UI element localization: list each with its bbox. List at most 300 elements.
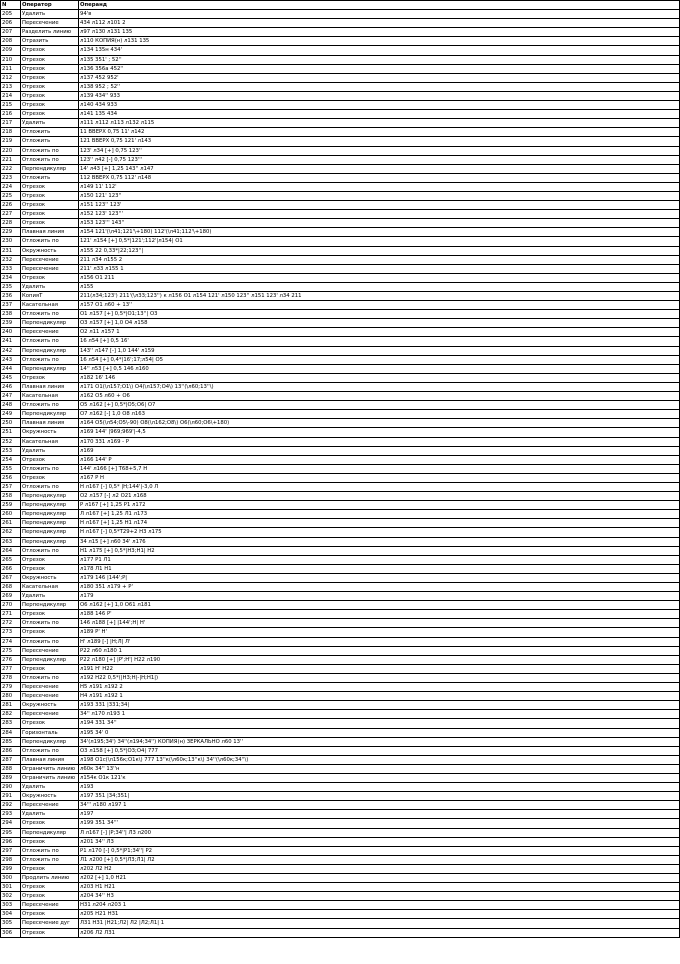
operand-cell: л177 Р1 Л1 — [79, 555, 680, 564]
table-row — [1, 701, 680, 710]
row-number-cell: 268 — [1, 583, 21, 592]
row-number-cell: 222 — [1, 164, 21, 173]
operator-cell: Касательная — [21, 392, 79, 401]
table-row — [1, 282, 680, 291]
operator-cell: Отрезок — [21, 373, 79, 382]
operator-cell: Отрезок — [21, 55, 79, 64]
operand-cell: 143'' л147 [-] 1,0 144' л159 — [79, 346, 680, 355]
row-number-cell: 213 — [1, 82, 21, 91]
operator-cell: Отрезок — [21, 91, 79, 100]
row-number-cell: 242 — [1, 346, 21, 355]
operator-cell: Окружность — [21, 246, 79, 255]
operand-cell: л149 11' 112' — [79, 182, 680, 191]
row-number-cell: 300 — [1, 874, 21, 883]
row-number-cell: 226 — [1, 201, 21, 210]
operand-cell: л139 434'' 933 — [79, 91, 680, 100]
operand-cell: л137 452 952' — [79, 73, 680, 82]
row-number-cell: 239 — [1, 319, 21, 328]
table-row — [1, 528, 680, 537]
operand-cell: Н4 л191 л192 1 — [79, 692, 680, 701]
operand-cell: л155 — [79, 282, 680, 291]
row-number-cell: 228 — [1, 219, 21, 228]
operand-cell: л141 135 434 — [79, 110, 680, 119]
operator-cell: Плавная линия — [21, 228, 79, 237]
table-row — [1, 464, 680, 473]
operator-cell: Отрезок — [21, 910, 79, 919]
operand-cell: л201 34'' Л3 — [79, 837, 680, 846]
row-number-cell: 227 — [1, 210, 21, 219]
operand-cell: Л л167 [+] 1,25 Л1 л173 — [79, 510, 680, 519]
table-row — [1, 301, 680, 310]
operator-cell: Окружность — [21, 701, 79, 710]
operand-cell: л111 л112 л113 л132 л115 — [79, 119, 680, 128]
row-number-cell: 215 — [1, 101, 21, 110]
table-row — [1, 555, 680, 564]
operator-cell: Продлить линию — [21, 874, 79, 883]
operator-cell: Касательная — [21, 583, 79, 592]
operator-cell: Удалить — [21, 446, 79, 455]
row-number-cell: 274 — [1, 637, 21, 646]
operator-cell: Плавная линия — [21, 382, 79, 391]
table-row — [1, 583, 680, 592]
table-row — [1, 264, 680, 273]
operand-cell: л162 О5 л60 + О6 — [79, 392, 680, 401]
table-row — [1, 801, 680, 810]
row-number-cell: 205 — [1, 10, 21, 19]
table-row — [1, 446, 680, 455]
operand-cell: л152 123' 123''' — [79, 210, 680, 219]
table-row — [1, 864, 680, 873]
row-number-cell: 284 — [1, 728, 21, 737]
row-number-cell: 272 — [1, 619, 21, 628]
operator-cell: Перпендикуляр — [21, 410, 79, 419]
operator-cell: Отрезок — [21, 837, 79, 846]
table-row — [1, 419, 680, 428]
table-row — [1, 573, 680, 582]
operator-cell: Перпендикуляр — [21, 364, 79, 373]
table-row — [1, 346, 680, 355]
table-row — [1, 310, 680, 319]
operand-cell: 146 л188 [+] |144';Н| Н' — [79, 619, 680, 628]
operand-cell: л167 Р Н — [79, 473, 680, 482]
table-row — [1, 373, 680, 382]
table-row — [1, 101, 680, 110]
table-row — [1, 273, 680, 282]
operator-cell: Перпендикуляр — [21, 528, 79, 537]
row-number-cell: 212 — [1, 73, 21, 82]
table-row — [1, 73, 680, 82]
row-number-cell: 290 — [1, 783, 21, 792]
table-row — [1, 328, 680, 337]
table-row — [1, 110, 680, 119]
table-row — [1, 182, 680, 191]
operand-cell: 14'' л53 [+] 0,5 146 л160 — [79, 364, 680, 373]
operator-cell: Разделить линию — [21, 28, 79, 37]
row-number-cell: 306 — [1, 928, 21, 937]
operand-cell: 34''' л180 л197 1 — [79, 801, 680, 810]
row-number-cell: 299 — [1, 864, 21, 873]
row-number-cell: 296 — [1, 837, 21, 846]
operand-cell: л135 351' ; 52'' — [79, 55, 680, 64]
table-row — [1, 673, 680, 682]
operator-cell: Отрезок — [21, 219, 79, 228]
operand-cell: Н л167 [-] 0,5* |Н;144'|-3,0 Л — [79, 482, 680, 491]
operator-cell: Удалить — [21, 119, 79, 128]
operator-cell: Перпендикуляр — [21, 601, 79, 610]
operator-cell: Пересечение — [21, 328, 79, 337]
table-row — [1, 28, 680, 37]
table-row — [1, 19, 680, 28]
operand-cell: л110 КОПИЯ(н) л131 135 — [79, 37, 680, 46]
row-number-cell: 243 — [1, 355, 21, 364]
operand-cell: л202 [+] 1,0 Н21 — [79, 874, 680, 883]
operand-cell: л205 Н21 Н31 — [79, 910, 680, 919]
row-number-cell: 283 — [1, 719, 21, 728]
row-number-cell: 244 — [1, 364, 21, 373]
operand-cell: Н5 л191 л192 2 — [79, 683, 680, 692]
operand-cell: Н31 л204 л203 1 — [79, 901, 680, 910]
operator-cell: Отрезок — [21, 73, 79, 82]
operator-cell: Отложить по — [21, 673, 79, 682]
table-row — [1, 637, 680, 646]
operand-cell: л157 О1 л60 + 13'' — [79, 301, 680, 310]
row-number-cell: 256 — [1, 473, 21, 482]
operator-cell: Перпендикуляр — [21, 537, 79, 546]
table-row — [1, 228, 680, 237]
operand-cell: л203 Н1 Н21 — [79, 883, 680, 892]
operator-cell: Отрезок — [21, 201, 79, 210]
operator-cell: Отложить — [21, 128, 79, 137]
operand-cell: л178 Л1 Н1 — [79, 564, 680, 573]
row-number-cell: 220 — [1, 146, 21, 155]
row-number-cell: 206 — [1, 19, 21, 28]
operator-cell: Отрезок — [21, 864, 79, 873]
operator-cell: Отрезок — [21, 210, 79, 219]
table-header — [1, 1, 680, 10]
table-row — [1, 755, 680, 764]
operand-cell: О6 л162 [+] 1,0 О61 л181 — [79, 601, 680, 610]
operand-cell: л156 О1 211 — [79, 273, 680, 282]
operator-cell: Пересечение — [21, 646, 79, 655]
row-number-cell: 250 — [1, 419, 21, 428]
operand-cell: 16 л54 [+] 0,4*|16';17;л54| О5 — [79, 355, 680, 364]
operand-cell: 16 л54 [+] 0,5 16' — [79, 337, 680, 346]
operator-cell: Перпендикуляр — [21, 737, 79, 746]
operator-cell: Отрезок — [21, 473, 79, 482]
table-row — [1, 646, 680, 655]
operand-cell: л197 351 |34;351| — [79, 792, 680, 801]
row-number-cell: 293 — [1, 810, 21, 819]
operator-cell: Перпендикуляр — [21, 655, 79, 664]
table-row — [1, 191, 680, 200]
operand-cell: л202 Л2 Н2 — [79, 864, 680, 873]
table-row — [1, 382, 680, 391]
operator-cell: Отложить по — [21, 746, 79, 755]
operand-cell: 121' л154 [+] 0,5*|121';112'|л154| О1 — [79, 237, 680, 246]
operator-cell: Отложить по — [21, 401, 79, 410]
operator-cell: Ограничить линию — [21, 764, 79, 773]
operand-cell: л155 22 0,33*|22;123''| — [79, 246, 680, 255]
operand-cell: л204 34'' Н3 — [79, 892, 680, 901]
row-number-cell: 255 — [1, 464, 21, 473]
operand-cell: л60к 34'' 13''н — [79, 764, 680, 773]
row-number-cell: 289 — [1, 773, 21, 782]
row-number-cell: 225 — [1, 191, 21, 200]
header-operand: Операнд — [79, 1, 680, 10]
table-row — [1, 237, 680, 246]
operand-cell: О2 л11 л157 1 — [79, 328, 680, 337]
operand-cell: Н л167 [-] 0,5*Т29+2 Н3 л175 — [79, 528, 680, 537]
row-number-cell: 303 — [1, 901, 21, 910]
operand-cell: 34 л15 [+] л60 34' л176 — [79, 537, 680, 546]
row-number-cell: 254 — [1, 455, 21, 464]
row-number-cell: 241 — [1, 337, 21, 346]
row-number-cell: 237 — [1, 301, 21, 310]
row-number-cell: 261 — [1, 519, 21, 528]
operand-cell: О3 л158 [+] 0,5*|О3;О4| 777 — [79, 746, 680, 755]
operator-cell: Отложить по — [21, 337, 79, 346]
operator-cell: Отложить — [21, 137, 79, 146]
header-row — [1, 1, 680, 10]
row-number-cell: 233 — [1, 264, 21, 273]
table-row — [1, 119, 680, 128]
row-number-cell: 238 — [1, 310, 21, 319]
row-number-cell: 265 — [1, 555, 21, 564]
row-number-cell: 285 — [1, 737, 21, 746]
table-row — [1, 828, 680, 837]
row-number-cell: 269 — [1, 592, 21, 601]
operand-cell: Р22 л180 [+] |Р';Н'| Н22 л190 — [79, 655, 680, 664]
row-number-cell: 219 — [1, 137, 21, 146]
operator-cell: Перпендикуляр — [21, 346, 79, 355]
operand-cell: Н л167 [+] 1,25 Н1 л174 — [79, 519, 680, 528]
row-number-cell: 279 — [1, 683, 21, 692]
row-number-cell: 217 — [1, 119, 21, 128]
row-number-cell: 249 — [1, 410, 21, 419]
operator-cell: Отрезок — [21, 110, 79, 119]
row-number-cell: 229 — [1, 228, 21, 237]
row-number-cell: 210 — [1, 55, 21, 64]
operand-cell: л199 351 34''' — [79, 819, 680, 828]
operand-cell: л171 О1(\л157;О1\) О4(\л157;О4\) 13''(\л60;13''\) — [79, 382, 680, 391]
table-row — [1, 501, 680, 510]
operator-cell: Удалить — [21, 592, 79, 601]
table-row — [1, 55, 680, 64]
operand-cell: 123' л34 [+] 0,75 123'' — [79, 146, 680, 155]
operator-cell: Отложить по — [21, 855, 79, 864]
table-row — [1, 628, 680, 637]
row-number-cell: 240 — [1, 328, 21, 337]
operator-cell: Пересечение — [21, 255, 79, 264]
table-row — [1, 610, 680, 619]
table-row — [1, 746, 680, 755]
row-number-cell: 298 — [1, 855, 21, 864]
table-row — [1, 819, 680, 828]
table-row — [1, 155, 680, 164]
table-row — [1, 364, 680, 373]
operand-cell: Л31 Н31 |Н21;Л2| Л2 |Л2;Л1| 1 — [79, 919, 680, 928]
table-row — [1, 773, 680, 782]
table-row — [1, 437, 680, 446]
table-row — [1, 810, 680, 819]
operator-cell: Удалить — [21, 810, 79, 819]
operand-cell: Л1 л200 [+] 0,5*|Л3;Л1| Л2 — [79, 855, 680, 864]
operand-cell: л153 123''' 143'' — [79, 219, 680, 228]
table-row — [1, 37, 680, 46]
table-row — [1, 737, 680, 746]
operand-cell: л169 — [79, 446, 680, 455]
row-number-cell: 288 — [1, 764, 21, 773]
row-number-cell: 252 — [1, 437, 21, 446]
operator-cell: Отрезок — [21, 555, 79, 564]
table-row — [1, 883, 680, 892]
table-row — [1, 537, 680, 546]
row-number-cell: 236 — [1, 292, 21, 301]
operator-cell: Плавная линия — [21, 419, 79, 428]
row-number-cell: 209 — [1, 46, 21, 55]
table-row — [1, 601, 680, 610]
operator-cell: Пересечение — [21, 683, 79, 692]
operator-cell: Отрезок — [21, 46, 79, 55]
operator-cell: Перпендикуляр — [21, 510, 79, 519]
row-number-cell: 263 — [1, 537, 21, 546]
table-row — [1, 482, 680, 491]
row-number-cell: 224 — [1, 182, 21, 191]
row-number-cell: 259 — [1, 501, 21, 510]
operator-cell: Перпендикуляр — [21, 501, 79, 510]
row-number-cell: 258 — [1, 492, 21, 501]
row-number-cell: 235 — [1, 282, 21, 291]
table-row — [1, 719, 680, 728]
operand-cell: л188 146 Р' — [79, 610, 680, 619]
operand-cell: 14' л43 [+] 1,25 143'' л147 — [79, 164, 680, 173]
operator-cell: Плавная линия — [21, 755, 79, 764]
table-row — [1, 137, 680, 146]
row-number-cell: 231 — [1, 246, 21, 255]
table-row — [1, 319, 680, 328]
table-row — [1, 401, 680, 410]
table-row — [1, 146, 680, 155]
table-row — [1, 201, 680, 210]
operand-cell: 144' л166 [+] Т68+5,7 Н — [79, 464, 680, 473]
table-body — [1, 10, 680, 938]
operand-cell: л136 356а 452'' — [79, 64, 680, 73]
operator-cell: Удалить — [21, 10, 79, 19]
row-number-cell: 282 — [1, 710, 21, 719]
operator-cell: Перпендикуляр — [21, 828, 79, 837]
operator-cell: Касательная — [21, 301, 79, 310]
row-number-cell: 275 — [1, 646, 21, 655]
row-number-cell: 281 — [1, 701, 21, 710]
row-number-cell: 230 — [1, 237, 21, 246]
header-operator: Оператор — [21, 1, 79, 10]
operator-cell: Отложить по — [21, 846, 79, 855]
row-number-cell: 286 — [1, 746, 21, 755]
operator-cell: Перпендикуляр — [21, 492, 79, 501]
operand-cell: О5 л162 [+] 0,5*|О5;О6| О7 — [79, 401, 680, 410]
table-row — [1, 901, 680, 910]
operator-cell: Отрезок — [21, 101, 79, 110]
operand-cell: О3 л157 [+] 1,0 О4 л158 — [79, 319, 680, 328]
operand-cell: Л л167 [-] |Р;34''| Л3 л200 — [79, 828, 680, 837]
table-row — [1, 664, 680, 673]
row-number-cell: 262 — [1, 528, 21, 537]
operand-cell: л193 — [79, 783, 680, 792]
operand-cell: л166 144' Р — [79, 455, 680, 464]
operand-cell: 34'' л170 л193 1 — [79, 710, 680, 719]
table-row — [1, 410, 680, 419]
table-row — [1, 510, 680, 519]
table-row — [1, 837, 680, 846]
table-row — [1, 219, 680, 228]
row-number-cell: 305 — [1, 919, 21, 928]
row-number-cell: 251 — [1, 428, 21, 437]
operator-cell: Перпендикуляр — [21, 164, 79, 173]
operand-cell: л191 Н' Н22 — [79, 664, 680, 673]
row-number-cell: 223 — [1, 173, 21, 182]
operator-cell: Окружность — [21, 428, 79, 437]
operator-cell: Отрезок — [21, 564, 79, 573]
table-row — [1, 455, 680, 464]
operand-cell: л151 123'' 123' — [79, 201, 680, 210]
table-row — [1, 210, 680, 219]
table-row — [1, 564, 680, 573]
operand-cell: л138 952 ; 52'' — [79, 82, 680, 91]
table-row — [1, 91, 680, 100]
operand-cell: 211(л34;123') 211'(\л33;123'') к л156 О1 л154 121' л150 123'' л151 123' л34 211 — [79, 292, 680, 301]
operand-cell: Р1 л170 [-] 0,5*|Р1;34''| Р2 — [79, 846, 680, 855]
operand-cell: 121 ВВЕРХ 0,75 121' л143 — [79, 137, 680, 146]
row-number-cell: 271 — [1, 610, 21, 619]
operand-cell: л180 351 л179 + Р' — [79, 583, 680, 592]
table-row — [1, 619, 680, 628]
table-row — [1, 173, 680, 182]
row-number-cell: 247 — [1, 392, 21, 401]
row-number-cell: 295 — [1, 828, 21, 837]
row-number-cell: 280 — [1, 692, 21, 701]
row-number-cell: 264 — [1, 546, 21, 555]
row-number-cell: 245 — [1, 373, 21, 382]
table-row — [1, 82, 680, 91]
operand-cell: л182 16' 146 — [79, 373, 680, 382]
row-number-cell: 267 — [1, 573, 21, 582]
operand-cell: л192 Н22 0,5*(|Н3;Н|-|Н;Н1|) — [79, 673, 680, 682]
operator-cell: Отложить по — [21, 310, 79, 319]
table-row — [1, 592, 680, 601]
table-row — [1, 64, 680, 73]
operator-cell: Отрезок — [21, 628, 79, 637]
operand-cell: л179 146 |144';Р| — [79, 573, 680, 582]
table-row — [1, 337, 680, 346]
operator-cell: Отложить по — [21, 146, 79, 155]
operand-cell: л170 331 л169 - Р — [79, 437, 680, 446]
operator-cell: Отрезок — [21, 182, 79, 191]
row-number-cell: 302 — [1, 892, 21, 901]
operand-cell: л193 331 |331;34| — [79, 701, 680, 710]
row-number-cell: 207 — [1, 28, 21, 37]
operand-cell: Р л167 [+] 1,25 Р1 л172 — [79, 501, 680, 510]
table-row — [1, 874, 680, 883]
operator-cell: Отрезок — [21, 455, 79, 464]
table-row — [1, 692, 680, 701]
operand-cell: Н' л189 [-] |Н;Л| Л' — [79, 637, 680, 646]
row-number-cell: 260 — [1, 510, 21, 519]
table-row — [1, 473, 680, 482]
table-row — [1, 792, 680, 801]
row-number-cell: 287 — [1, 755, 21, 764]
row-number-cell: 211 — [1, 64, 21, 73]
operand-cell: л206 Л2 Л31 — [79, 928, 680, 937]
